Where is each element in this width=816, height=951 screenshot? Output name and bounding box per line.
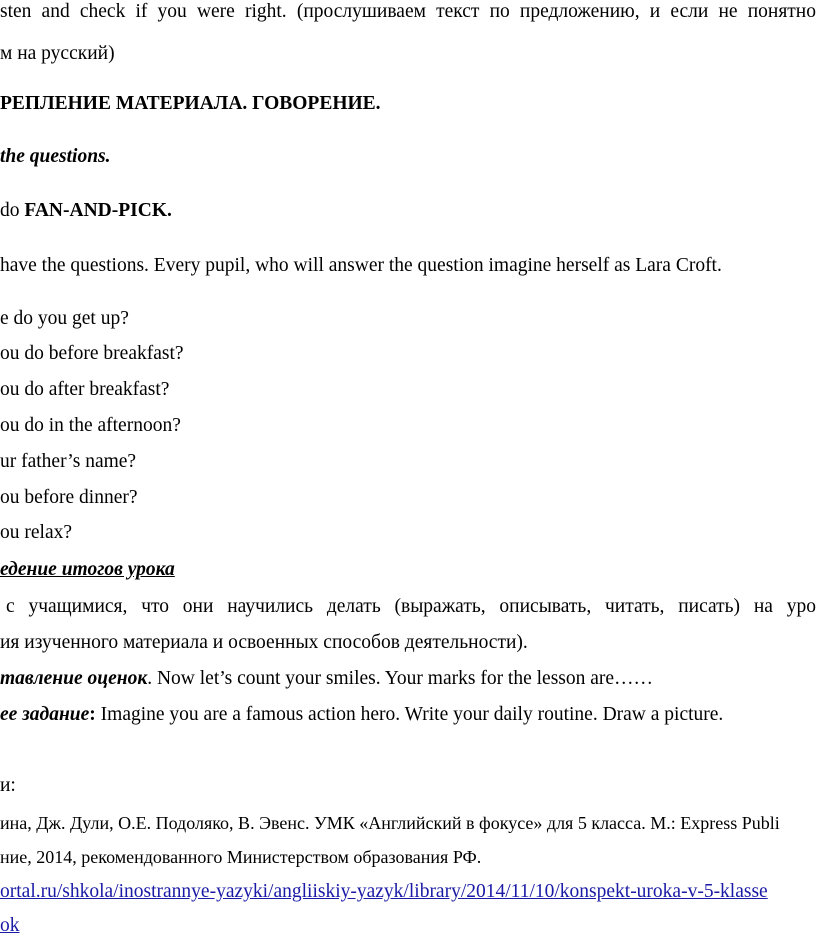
grades-text: . Now let’s count your smiles. Your marks for the lesson are…… bbox=[147, 668, 654, 689]
source-link-line-1[interactable]: ortal.ru/shkola/inostrannye-yazyki/angliiskiy-yazyk/library/2014/11/10/konspekt-uroka-v-5-klasse bbox=[0, 881, 768, 902]
intro-line-1: sten and check if you were right. (прослушиваем текст по предложению, и если не понятно bbox=[0, 1, 816, 22]
question-6: ou before dinner? bbox=[0, 487, 138, 508]
grades-line bbox=[0, 669, 653, 689]
homework-label: ее задание bbox=[0, 704, 90, 725]
question-7: ou relax? bbox=[0, 522, 73, 543]
section-heading: РЕПЛЕНИЕ МАТЕРИАЛА. ГОВОРЕНИЕ. bbox=[0, 93, 381, 114]
question-4: ou do in the afternoon? bbox=[0, 415, 181, 436]
fan-prefix: do bbox=[0, 200, 25, 221]
intro-line-2: м на русский) bbox=[0, 43, 115, 64]
fan-and-pick-label: FAN-AND-PICK. bbox=[24, 200, 172, 221]
summary-line-2: ия изученного материала и освоенных способов деятельности). bbox=[0, 632, 528, 653]
grades-label: тавление оценок bbox=[0, 668, 148, 689]
summary-line-1: с учащимися, что они научились делать (выражать, описывать, читать, писать) на уро bbox=[6, 596, 816, 617]
homework-line bbox=[0, 705, 723, 725]
sources-label: и: bbox=[0, 775, 16, 796]
instruction-line: have the questions. Every pupil, who will answer the question imagine herself as Lara Croft. bbox=[0, 255, 722, 276]
question-3: ou do after breakfast? bbox=[0, 379, 170, 400]
source-link-line-2[interactable]: ok bbox=[0, 915, 20, 936]
task-title: the questions. bbox=[0, 146, 111, 167]
source-1-line-1: ина, Дж. Дули, О.Е. Подоляко, В. Эвенс. УМК «Английский в фокусе» для 5 класса. М.: Express Publi bbox=[0, 813, 780, 833]
homework-colon: : bbox=[89, 704, 96, 725]
question-2: ou do before breakfast? bbox=[0, 343, 184, 364]
fan-and-pick-line bbox=[0, 201, 172, 221]
question-5: ur father’s name? bbox=[0, 451, 137, 472]
homework-text: Imagine you are a famous action hero. Write your daily routine. Draw a picture. bbox=[95, 704, 724, 725]
question-1: e do you get up? bbox=[0, 308, 129, 329]
source-1-line-2: ние, 2014, рекомендованного Министерством образования РФ. bbox=[0, 847, 482, 867]
summary-title: едение итогов урока bbox=[0, 559, 175, 580]
